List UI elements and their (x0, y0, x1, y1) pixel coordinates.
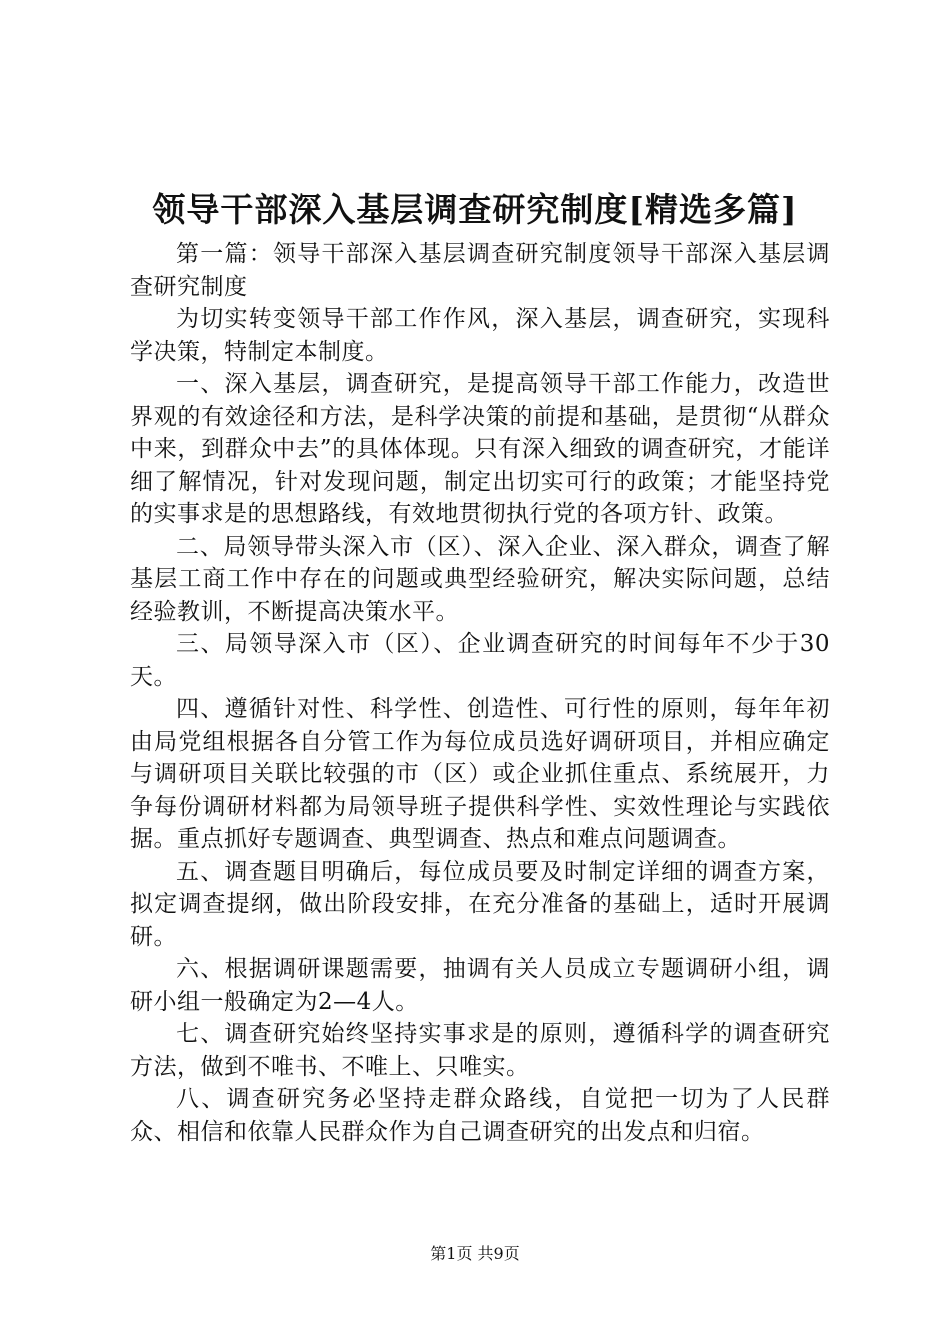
paragraph-item-6: 六、根据调研课题需要，抽调有关人员成立专题调研小组，调研小组一般确定为2—4人。 (130, 956, 830, 1015)
page-number-footer: 第1页 共9页 (430, 1244, 520, 1263)
paragraph-intro: 为切实转变领导干部工作作风，深入基层，调查研究，实现科学决策，特制定本制度。 (130, 306, 830, 365)
paragraph-item-4: 四、遵循针对性、科学性、创造性、可行性的原则，每年年初由局党组根据各自分管工作为每位成员选好调研项目，并相应确定与调研项目关联比较强的市（区）或企业抓住重点、系统展开，力争每份调研材料都为局领导班子提供科学性、实效性理论与实践依据。重点抓好专题调查、典型调查、热点和难点问题调查。 (130, 696, 830, 852)
paragraph-item-3: 三、局领导深入市（区）、企业调查研究的时间每年不少于30天。 (130, 631, 830, 690)
paragraph-item-2: 二、局领导带头深入市（区）、深入企业、深入群众，调查了解基层工商工作中存在的问题或典型经验研究，解决实际问题，总结经验教训，不断提高决策水平。 (130, 533, 830, 625)
paragraph-item-1: 一、深入基层，调查研究，是提高领导干部工作能力，改造世界观的有效途径和方法，是科学决策的前提和基础，是贯彻“从群众中来，到群众中去”的具体体现。只有深入细致的调查研究，才能详细了解情况，针对发现问题，制定出切实可行的政策；才能坚持党的实事求是的思想路线，有效地贯彻执行党的各项方针、政策。 (130, 371, 830, 527)
document-title: 领导干部深入基层调查研究制度[精选多篇] (152, 190, 798, 229)
paragraph-item-7: 七、调查研究始终坚持实事求是的原则，遵循科学的调查研究方法，做到不唯书、不唯上、只唯实。 (130, 1021, 830, 1080)
document-body (130, 238, 830, 1148)
paragraph-item-8: 八、调查研究务必坚持走群众路线，自觉把一切为了人民群众、相信和依靠人民群众作为自己调查研究的出发点和归宿。 (130, 1086, 830, 1145)
paragraph-heading: 第一篇：领导干部深入基层调查研究制度领导干部深入基层调查研究制度 (130, 241, 830, 300)
paragraph-item-5: 五、调查题目明确后，每位成员要及时制定详细的调查方案，拟定调查提纲，做出阶段安排，在充分准备的基础上，适时开展调研。 (130, 858, 830, 950)
